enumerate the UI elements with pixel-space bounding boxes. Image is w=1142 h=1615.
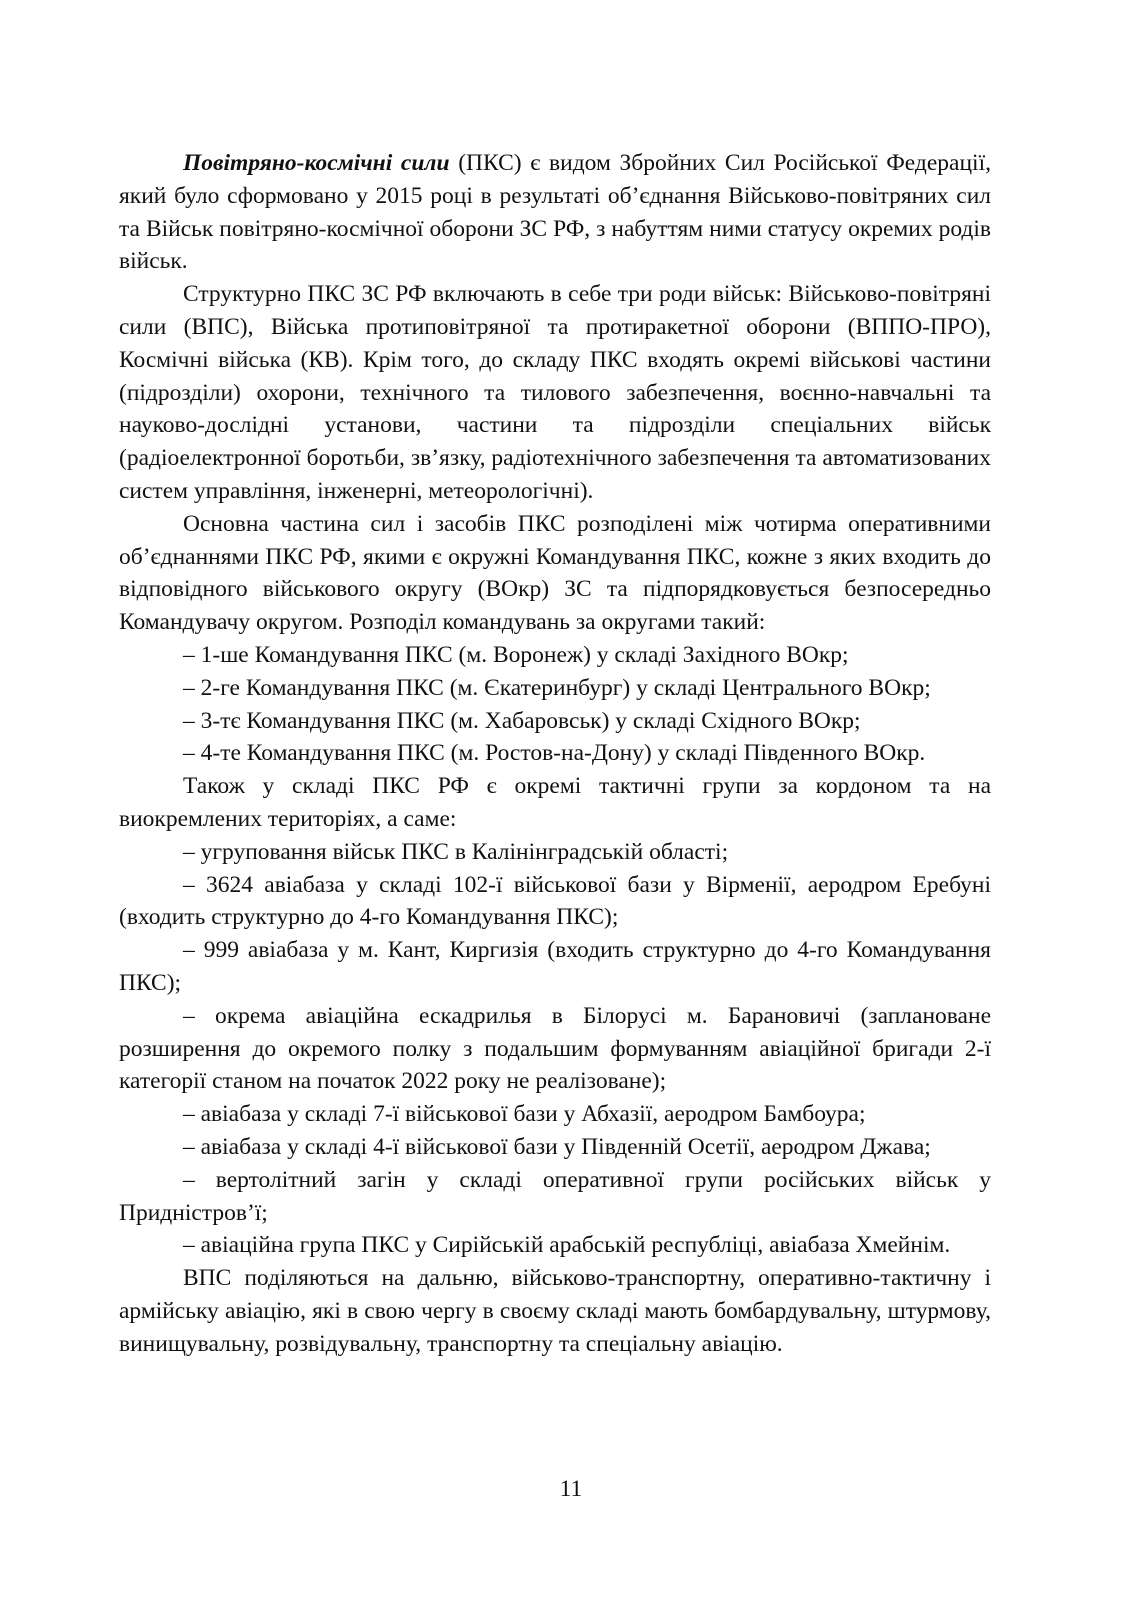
list-item-group-kyrgyzstan: – 999 авіабаза у м. Кант, Киргизія (входить структурно до 4-го Командування ПКС); bbox=[119, 937, 991, 996]
paragraph-aviation: ВПС поділяються на дальню, військово-транспортну, оперативно-тактичну і армійську авіацію, які в свою чергу в своєму складі мають бомбардувальну, штурмову, винищувальну, розвідувальну, транспортну та спеціальну авіацію. bbox=[119, 1265, 991, 1357]
intro-term: Повітряно-космічні сили bbox=[183, 150, 450, 176]
list-item-group-belarus: – окрема авіаційна ескадрилья в Білорусі м. Барановичі (заплановане розширення до окремого полку з подальшим формуванням авіаційної бригади 2-ї категорії станом на початок 2022 року не реалізоване); bbox=[119, 1002, 991, 1095]
list-item-group-transnistria: – вертолітний загін у складі оперативної групи російських військ у Придністров’ї; bbox=[119, 1166, 991, 1226]
list-item-command-3: – 3-тє Командування ПКС (м. Хабаровськ) у складі Східного ВОкр; bbox=[183, 707, 861, 734]
list-item-command-4: – 4-те Командування ПКС (м. Ростов-на-Дону) у складі Південного ВОкр. bbox=[183, 740, 926, 767]
intro-text: (ПКС) є видом Збройних Сил Російської Федерації, який було сформовано у 2015 році в результаті об’єднання Військово-повітряних сил та Військ повітряно-космічної оборони ЗС РФ, з набуттям ними статусу окремих родів військ. bbox=[119, 150, 991, 275]
list-item-group-kaliningrad: – угруповання військ ПКС в Калінінградській області; bbox=[183, 838, 729, 865]
list-item-command-1: – 1-ше Командування ПКС (м. Воронеж) у складі Західного ВОкр; bbox=[183, 641, 849, 668]
paragraph-commands: Основна частина сил і засобів ПКС розподілені між чотирма оперативними об’єднаннями ПКС РФ, якими є окружні Командування ПКС, кожне з яких входить до відповідного військового округу (ВОкр) ЗС та підпорядковується безпосередньо Командувачу округом. Розподіл командувань за округами такий: bbox=[119, 510, 991, 636]
list-item-group-south-ossetia: – авіабаза у складі 4-ї військової бази у Південній Осетії, аеродром Джава; bbox=[183, 1133, 931, 1160]
page-body bbox=[119, 147, 991, 1360]
page-number: 11 bbox=[559, 1476, 583, 1502]
list-item-group-abkhazia: – авіабаза у складі 7-ї військової бази у Абхазії, аеродром Бамбоура; bbox=[183, 1101, 866, 1128]
paragraph-groups: Також у складі ПКС РФ є окремі тактичні групи за кордоном та на виокремлених територіях, а саме: bbox=[119, 773, 991, 832]
list-item-group-syria: – авіаційна група ПКС у Сирійській арабській республіці, авіабаза Хмейнім. bbox=[183, 1232, 951, 1259]
list-item-command-2: – 2-ге Командування ПКС (м. Єкатеринбург) у складі Центрального ВОкр; bbox=[183, 674, 931, 701]
intro-paragraph bbox=[119, 147, 991, 278]
paragraph-structure: Структурно ПКС ЗС РФ включають в себе три роди військ: Військово-повітряні сили (ВПС), Війська протиповітряної та протиракетної оборони (ВППО-ПРО), Космічні війська (КВ). Крім того, до складу ПКС входять окремі військові частини (підрозділи) охорони, технічного та тилового забезпечення, воєнно-навчальні та науково-дослідні установи, частини та підрозділи спеціальних військ (радіоелектронної боротьби, зв’язку, радіотехнічного забезпечення та автоматизованих систем управління, інженерні, метеорологічні). bbox=[119, 281, 991, 504]
list-item-group-armenia: – 3624 авіабаза у складі 102-ї військової бази у Вірменії, аеродром Еребуні (входить структурно до 4-го Командування ПКС); bbox=[119, 871, 991, 931]
